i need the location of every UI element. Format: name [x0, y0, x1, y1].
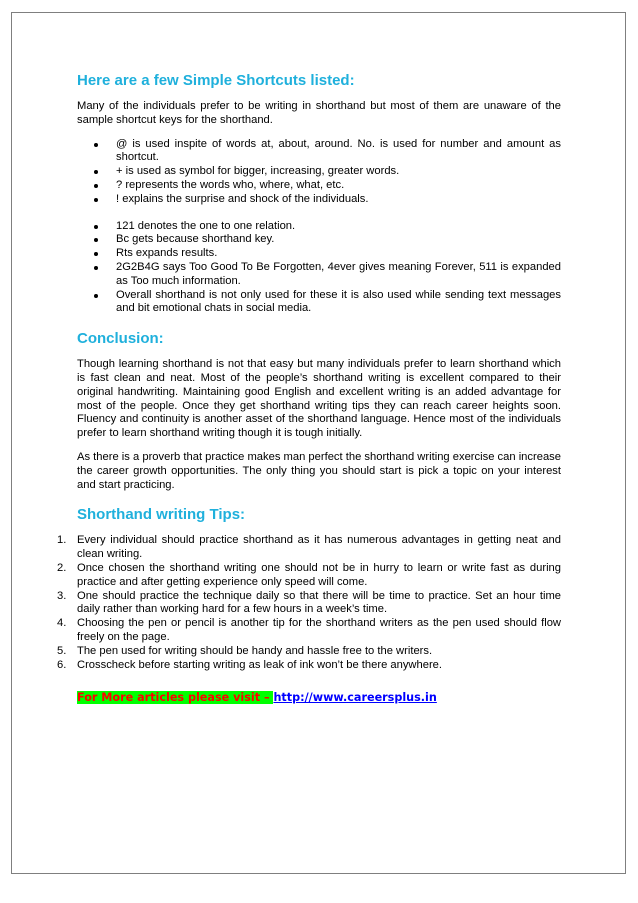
conclusion-paragraph-2: As there is a proverb that practice makes man perfect the shorthand writing exercise can increase the career growth opportunities. The only thing you should start is pick a topic on your interest and start practicing.	[77, 450, 561, 491]
list-item: + is used as symbol for bigger, increasing, greater words.	[77, 165, 561, 179]
tips-heading: Shorthand writing Tips:	[77, 506, 246, 524]
tip-item: 5. The pen used for writing should be handy and hassle free to the writers.	[57, 644, 433, 657]
tip-item: 4. Choosing the pen or pencil is another tip for the shorthand writers as the pen used should flow freely on the page.	[57, 617, 561, 643]
bullet-icon	[94, 238, 98, 242]
bullet-icon	[94, 294, 98, 298]
bullet-icon	[94, 252, 98, 256]
list-item: @ is used inspite of words at, about, around. No. is used for number and amount as shortcut.	[77, 138, 561, 166]
footer-prefix: For More articles please visit –	[77, 691, 274, 705]
list-item: Bc gets because shorthand key.	[77, 233, 561, 247]
shortcuts-heading: Here are a few Simple Shortcuts listed:	[77, 72, 355, 89]
bullet-icon	[94, 266, 98, 270]
document-content	[57, 72, 561, 706]
shortcut-list-1	[77, 138, 561, 207]
conclusion-heading: Conclusion:	[77, 330, 164, 348]
footer-link-line	[77, 688, 561, 706]
tip-item: 1. Every individual should practice shorthand as it has numerous advantages in getting neat and clean writing.	[57, 534, 561, 561]
tip-item: 3. One should practice the technique daily so that there will be time to practice. Set an hour time daily rather than working hard for a few hours in a week’s time.	[57, 589, 561, 616]
tip-item: 6. Crosscheck before starting writing as leak of ink won’t be there anywhere.	[57, 658, 443, 671]
list-item: 2G2B4G says Too Good To Be Forgotten, 4ever gives meaning Forever, 511 is expanded as Too much information.	[77, 261, 561, 289]
bullet-icon	[94, 143, 98, 147]
list-item: Rts expands results.	[77, 247, 561, 261]
list-item: Overall shorthand is not only used for these it is also used while sending text messages and bit emotional chats in social media.	[77, 289, 561, 317]
conclusion-paragraph-1: Though learning shorthand is not that easy but many individuals prefer to learn shorthand which is fast clean and neat. Most of the people’s shorthand writing is excellent compared to their original handwriting. Maintaining good English and excellent writing is an added advantage for most of the people. Once they get shorthand writing tips they can reach career heights soon. Fluency and continuity is another asset of the shorthand language. Hence most of the individuals prefer to learn shorthand writing though it is tough initially.	[77, 358, 561, 440]
tips-list	[57, 534, 561, 672]
shortcuts-intro: Many of the individuals prefer to be writing in shorthand but most of them are unaware of the sample shortcut keys for the shorthand.	[77, 100, 561, 126]
bullet-icon	[94, 184, 98, 188]
careersplus-link[interactable]: http://www.careersplus.in	[273, 691, 437, 705]
list-item: ? represents the words who, where, what, etc.	[77, 179, 561, 193]
shortcut-list-2	[77, 220, 561, 317]
bullet-icon	[94, 198, 98, 202]
bullet-icon	[94, 170, 98, 174]
list-item: 121 denotes the one to one relation.	[77, 220, 561, 234]
bullet-icon	[94, 225, 98, 229]
tip-item: 2. Once chosen the shorthand writing one should not be in hurry to learn or write fast as during practice and after getting experience only speed will come.	[57, 561, 561, 588]
list-item: ! explains the surprise and shock of the individuals.	[77, 193, 561, 207]
